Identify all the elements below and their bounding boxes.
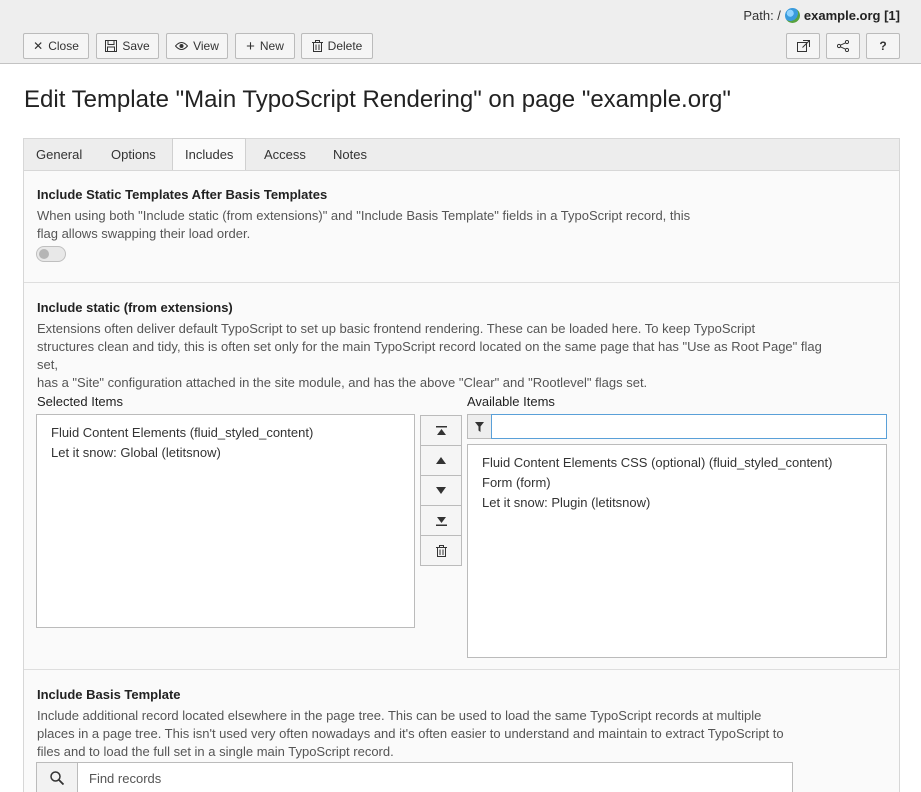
new-button-label: New	[259, 39, 284, 53]
static-after-basis-description	[37, 207, 887, 243]
list-item[interactable]: Let it snow: Global (letitsnow)	[51, 445, 221, 460]
include-basis-description	[37, 707, 887, 761]
move-down-button[interactable]	[420, 475, 462, 506]
delete-button[interactable]	[301, 33, 373, 59]
plus-icon: +	[246, 37, 255, 55]
globe-icon	[785, 8, 800, 23]
breadcrumb	[743, 8, 900, 23]
static-after-basis-label: Include Static Templates After Basis Templates	[37, 187, 328, 202]
tab-options[interactable]: Options	[111, 147, 156, 162]
tab-bar	[23, 138, 900, 170]
include-static-label: Include static (from extensions)	[37, 300, 233, 315]
help-button[interactable]	[866, 33, 900, 59]
save-button-label: Save	[122, 39, 150, 53]
find-records-input[interactable]	[79, 763, 789, 792]
move-bottom-icon	[436, 516, 447, 526]
available-items-label: Available Items	[467, 394, 555, 409]
tab-notes[interactable]: Notes	[333, 147, 367, 162]
docheader	[0, 0, 921, 64]
section-divider	[24, 282, 900, 283]
list-item[interactable]: Fluid Content Elements CSS (optional) (fluid_styled_content)	[482, 455, 833, 470]
tab-general[interactable]: General	[36, 147, 83, 162]
view-button-label: View	[193, 39, 219, 53]
tab-access[interactable]: Access	[264, 147, 306, 162]
close-icon: ✕	[33, 39, 44, 53]
move-controls	[420, 415, 462, 566]
close-button[interactable]	[23, 33, 89, 59]
selected-items-label: Selected Items	[37, 394, 123, 409]
description-line: set,	[37, 357, 58, 372]
description-line: structures clean and tidy, this is often set only for the main TypoScript record located on the same page that has "Use as Root Page" flag	[37, 339, 822, 354]
path-label: Path: /	[743, 8, 781, 23]
save-icon	[105, 40, 117, 52]
description-line: flag allows swapping their load order.	[37, 226, 251, 241]
external-link-icon	[797, 40, 810, 52]
description-line: has a "Site" configuration attached in the site module, and has the above "Clear" and "Rootlevel" flags set.	[37, 375, 648, 390]
remove-item-button[interactable]	[420, 535, 462, 566]
save-button[interactable]	[96, 33, 159, 59]
arrow-down-icon	[436, 487, 446, 494]
list-item[interactable]: Form (form)	[482, 475, 551, 490]
close-button-label: Close	[48, 39, 79, 53]
search-icon	[37, 763, 78, 792]
find-records-field	[36, 762, 793, 792]
path-site-link[interactable]: example.org [1]	[803, 8, 900, 23]
include-basis-label: Include Basis Template	[37, 687, 181, 702]
include-static-description	[37, 320, 887, 392]
delete-button-label: Delete	[327, 39, 363, 53]
tab-includes[interactable]: Includes	[172, 138, 246, 172]
share-button[interactable]	[826, 33, 860, 59]
new-button[interactable]	[235, 33, 295, 59]
help-icon: ?	[879, 39, 887, 53]
description-line: When using both "Include static (from extensions)" and "Include Basis Template" fields in a TypoScript record, this	[37, 208, 691, 223]
description-line: Include additional record located elsewhere in the page tree. This can be used to load the same TypoScript records at multiple	[37, 708, 762, 723]
description-line: files and to load the full set in a single main TypoScript record.	[37, 744, 394, 759]
available-items-filter	[467, 414, 887, 439]
filter-input[interactable]	[491, 414, 887, 439]
move-top-icon	[436, 426, 447, 436]
section-divider	[24, 669, 900, 670]
toggle-knob	[39, 249, 49, 259]
static-after-basis-toggle[interactable]	[36, 246, 66, 262]
eye-icon	[175, 41, 188, 51]
list-item[interactable]: Let it snow: Plugin (letitsnow)	[482, 495, 651, 510]
move-to-bottom-button[interactable]	[420, 505, 462, 536]
trash-icon	[436, 545, 447, 557]
filter-icon	[467, 414, 492, 439]
selected-items-list[interactable]	[36, 414, 415, 628]
move-to-top-button[interactable]	[420, 415, 462, 446]
page-title: Edit Template "Main TypoScript Rendering" on page "example.org"	[24, 86, 731, 113]
description-line: Extensions often deliver default TypoScript to set up basic frontend rendering. These can be loaded here. To keep TypoScript	[37, 321, 756, 336]
trash-icon	[312, 40, 323, 52]
arrow-up-icon	[436, 457, 446, 464]
description-line: places in a page tree. This isn't used very often nowadays and it's often easier to understand and maintain to extract TypoScript to	[37, 726, 784, 741]
move-up-button[interactable]	[420, 445, 462, 476]
open-new-window-button[interactable]	[786, 33, 820, 59]
available-items-list[interactable]	[467, 444, 887, 658]
share-icon	[837, 40, 849, 52]
list-item[interactable]: Fluid Content Elements (fluid_styled_content)	[51, 425, 314, 440]
view-button[interactable]	[166, 33, 228, 59]
